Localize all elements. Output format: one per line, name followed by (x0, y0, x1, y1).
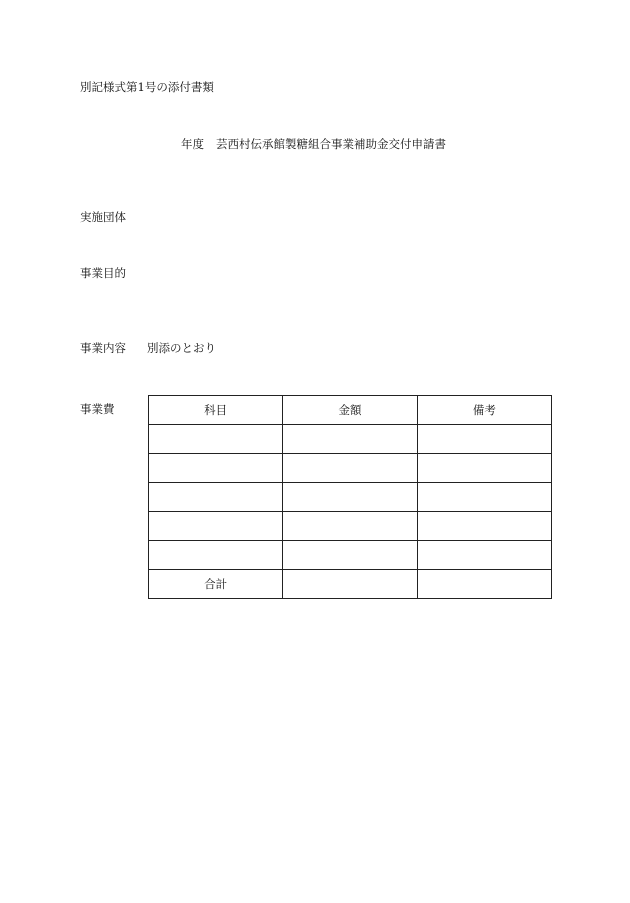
cost-table-header-row (149, 396, 552, 425)
title-main: 芸西村伝承館製糖組合事業補助金交付申請書 (216, 137, 446, 151)
item-cell (149, 483, 283, 512)
amount-cell (283, 425, 417, 454)
project-cost-label: 事業費 (80, 402, 115, 416)
remarks-cell (417, 512, 551, 541)
table-row (149, 425, 552, 454)
remarks-cell (417, 454, 551, 483)
header-item: 科目 (149, 396, 283, 425)
implementing-group-label: 実施団体 (80, 210, 126, 224)
item-cell (149, 512, 283, 541)
cost-table (148, 395, 552, 599)
project-content-label: 事業内容 (80, 341, 126, 355)
table-row (149, 512, 552, 541)
item-cell (149, 454, 283, 483)
remarks-cell (417, 541, 551, 570)
title-year-label: 年度 (181, 137, 204, 151)
header-remarks: 備考 (417, 396, 551, 425)
amount-cell (283, 541, 417, 570)
project-purpose-label: 事業目的 (80, 266, 126, 280)
amount-cell (283, 512, 417, 541)
header-amount: 金額 (283, 396, 417, 425)
project-content-value: 別添のとおり (147, 341, 216, 355)
total-label: 合計 (149, 570, 283, 599)
total-row (149, 570, 552, 599)
table-row (149, 541, 552, 570)
item-cell (149, 425, 283, 454)
table-row (149, 483, 552, 512)
amount-cell (283, 454, 417, 483)
total-amount-cell (283, 570, 417, 599)
item-cell (149, 541, 283, 570)
remarks-cell (417, 425, 551, 454)
total-remarks-cell (417, 570, 551, 599)
table-row (149, 454, 552, 483)
form-identifier: 別記様式第1号の添付書類 (80, 80, 214, 94)
amount-cell (283, 483, 417, 512)
document-title (181, 139, 446, 151)
remarks-cell (417, 483, 551, 512)
